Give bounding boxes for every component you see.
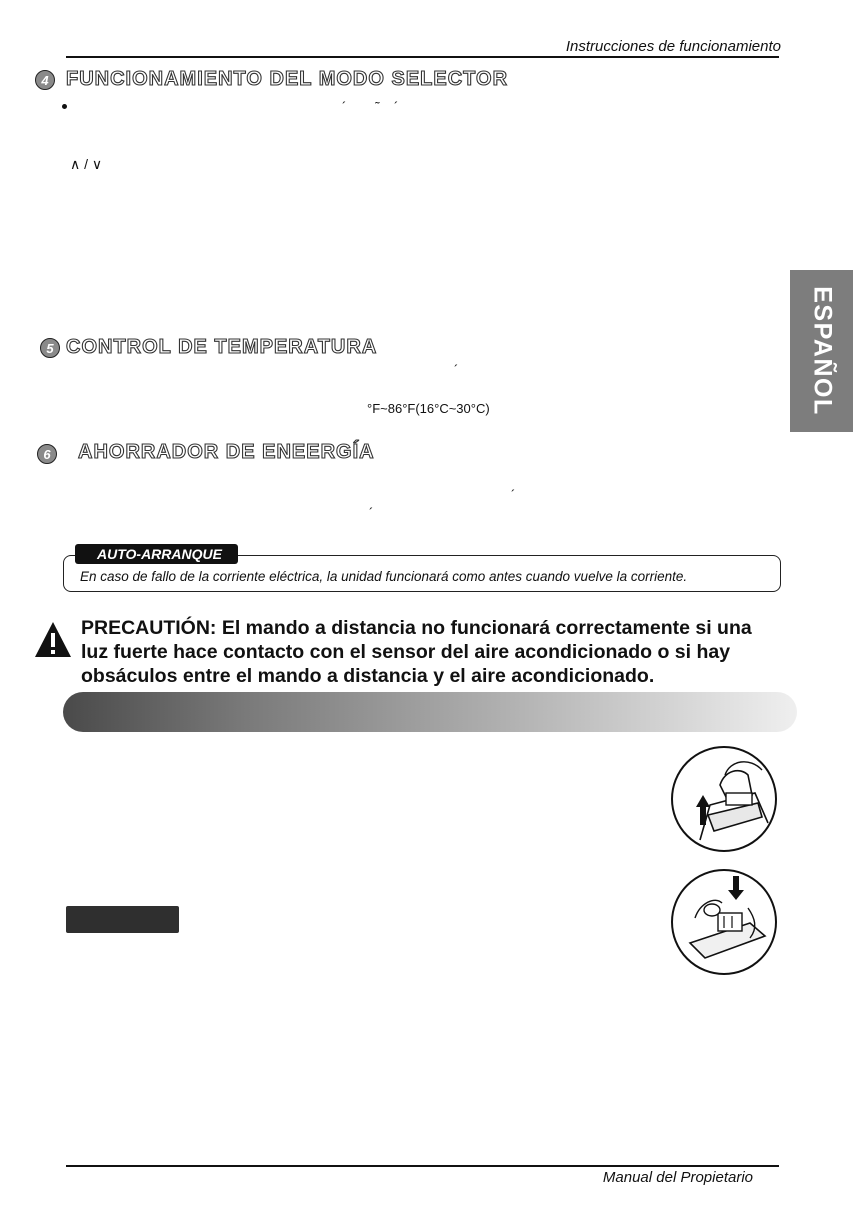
section-title-energy-saver: AHORRADOR DE ENEERGÍA	[78, 441, 375, 463]
warning-text: PRECAUTIÓN: El mando a distancia no funcionará correctamente si una luz fuerte hace contacto con el sensor del aire acondicionado o si hay obsáculos entre el mando a distancia y el aire acondicionado.	[81, 617, 752, 688]
accent-marks: ´ ˜ ´	[342, 99, 399, 114]
section-heading-bar	[63, 692, 797, 732]
section-title-temperature: CONTROL DE TEMPERATURA	[66, 336, 378, 358]
language-tab-label: ESPAÑOL	[808, 286, 836, 416]
header-divider	[66, 56, 779, 58]
remote-battery-cover-open-illustration	[670, 745, 778, 853]
accent-mark: ´	[369, 505, 374, 520]
warning-triangle-icon	[33, 620, 73, 660]
bullet	[62, 104, 67, 109]
temperature-range: °F~86°F(16°C~30°C)	[367, 401, 490, 416]
footer-title: Manual del Propietario	[602, 1169, 753, 1186]
auto-restart-tag: AUTO-ARRANQUE	[75, 544, 238, 564]
accent-mark: ´	[511, 487, 516, 502]
accent-mark: ´	[454, 362, 459, 377]
up-down-arrows: ∧ / ∨	[70, 156, 103, 172]
footer-divider	[66, 1165, 779, 1167]
remote-battery-insert-illustration	[670, 868, 778, 976]
header-title: Instrucciones de funcionamiento	[565, 38, 781, 55]
auto-restart-text: En caso de fallo de la corriente eléctrica, la unidad funcionará como antes cuando vuelve la corriente.	[80, 569, 688, 584]
section-number-badge: 6	[37, 444, 57, 464]
language-tab	[790, 270, 853, 432]
section-title-mode-selector: FUNCIONAMIENTO DEL MODO SELECTOR	[66, 68, 509, 90]
heading-pill	[66, 906, 179, 933]
section-number-badge: 4	[35, 70, 55, 90]
section-number-badge: 5	[40, 338, 60, 358]
